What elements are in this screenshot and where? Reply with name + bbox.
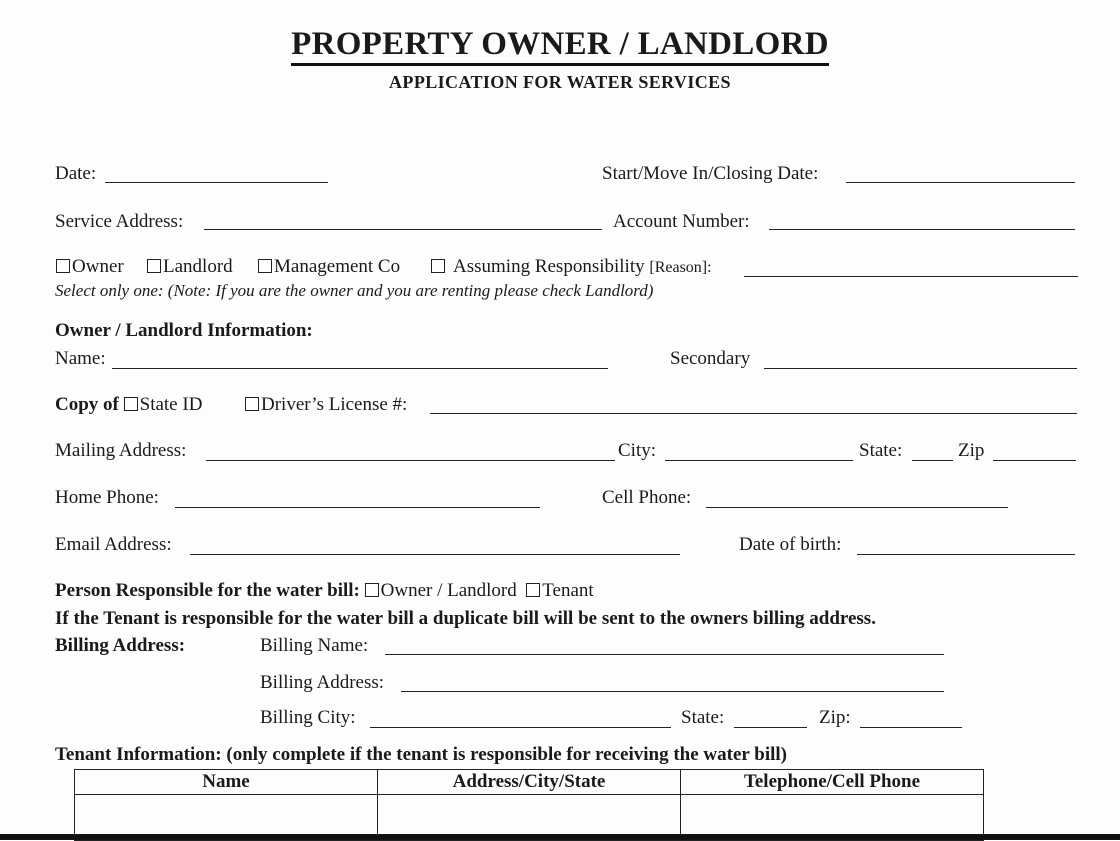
cell-phone-field[interactable] — [706, 507, 1008, 508]
col-address: Address/City/State — [378, 770, 681, 795]
copy-of-row — [55, 394, 202, 416]
billing-name-field[interactable] — [385, 654, 944, 655]
service-address-field[interactable] — [204, 229, 602, 230]
drivers-license-checkbox[interactable] — [245, 397, 259, 411]
owner-info-heading: Owner / Landlord Information: — [55, 320, 313, 341]
name-field[interactable] — [112, 368, 608, 369]
service-address-label: Service Address: — [55, 211, 184, 232]
tenant-checkbox[interactable] — [526, 583, 540, 597]
state-id-label: State ID — [139, 394, 203, 415]
billing-address-field[interactable] — [401, 691, 944, 692]
bottom-edge — [0, 834, 1120, 840]
assuming-option[interactable]: Assuming Responsibility [Reason]: — [431, 256, 712, 278]
dob-label: Date of birth: — [739, 534, 842, 555]
date-label: Date: — [55, 163, 97, 184]
date-field[interactable] — [105, 182, 328, 183]
mailing-address-field[interactable] — [206, 460, 615, 461]
drivers-license-field[interactable] — [430, 413, 1077, 414]
billing-address-heading: Billing Address: — [55, 635, 186, 656]
secondary-label: Secondary — [670, 348, 751, 369]
col-telephone: Telephone/Cell Phone — [681, 770, 984, 795]
duplicate-bill-note: If the Tenant is responsible for the water bill a duplicate bill will be sent to the owners billing address. — [55, 608, 876, 629]
email-field[interactable] — [190, 554, 680, 555]
dob-field[interactable] — [857, 554, 1075, 555]
tenant-table-header — [75, 770, 984, 795]
zip-field[interactable] — [993, 460, 1076, 461]
secondary-field[interactable] — [764, 368, 1077, 369]
billing-city-field[interactable] — [370, 727, 671, 728]
owner-checkbox[interactable] — [56, 259, 70, 273]
account-number-label: Account Number: — [613, 211, 750, 232]
billing-zip-label: Zip: — [819, 707, 851, 728]
home-phone-label: Home Phone: — [55, 487, 159, 508]
account-number-field[interactable] — [769, 229, 1075, 230]
owner-option[interactable]: Owner — [56, 256, 124, 278]
management-option[interactable]: Management Co — [258, 256, 400, 278]
form-title: PROPERTY OWNER / LANDLORD — [0, 26, 1120, 63]
billing-state-field[interactable] — [734, 727, 807, 728]
drivers-license-option[interactable]: Driver’s License #: — [245, 394, 407, 416]
billing-zip-field[interactable] — [860, 727, 962, 728]
mailing-address-label: Mailing Address: — [55, 440, 187, 461]
start-date-field[interactable] — [846, 182, 1075, 183]
billing-state-label: State: — [681, 707, 725, 728]
select-note: Select only one: (Note: If you are the owner and you are renting please check Landlord) — [55, 281, 654, 300]
form-subtitle: APPLICATION FOR WATER SERVICES — [389, 72, 731, 92]
state-id-checkbox[interactable] — [124, 397, 138, 411]
name-label: Name: — [55, 348, 106, 369]
cell-phone-label: Cell Phone: — [602, 487, 692, 508]
col-name: Name — [75, 770, 378, 795]
landlord-checkbox[interactable] — [147, 259, 161, 273]
state-field[interactable] — [912, 460, 953, 461]
state-label: State: — [859, 440, 903, 461]
reason-field[interactable] — [744, 276, 1078, 277]
responsible-label: Person Responsible for the water bill: — [55, 580, 360, 601]
home-phone-field[interactable] — [175, 507, 540, 508]
email-label: Email Address: — [55, 534, 172, 555]
city-field[interactable] — [665, 460, 853, 461]
tenant-label: Tenant — [542, 580, 594, 601]
assuming-checkbox[interactable] — [431, 259, 445, 273]
start-date-label: Start/Move In/Closing Date: — [602, 163, 819, 184]
responsible-row — [55, 580, 594, 602]
management-checkbox[interactable] — [258, 259, 272, 273]
billing-city-label: Billing City: — [260, 707, 356, 728]
billing-address-label: Billing Address: — [260, 672, 385, 693]
zip-label: Zip — [958, 440, 985, 461]
owner-landlord-checkbox[interactable] — [365, 583, 379, 597]
billing-name-label: Billing Name: — [260, 635, 369, 656]
copy-of-label: Copy of — [55, 394, 119, 415]
city-label: City: — [618, 440, 657, 461]
owner-landlord-label: Owner / Landlord — [380, 580, 517, 601]
tenant-info-heading: Tenant Information: (only complete if the tenant is responsible for receiving the water bill) — [55, 744, 787, 765]
landlord-option[interactable]: Landlord — [147, 256, 233, 278]
tenant-table — [74, 769, 984, 841]
